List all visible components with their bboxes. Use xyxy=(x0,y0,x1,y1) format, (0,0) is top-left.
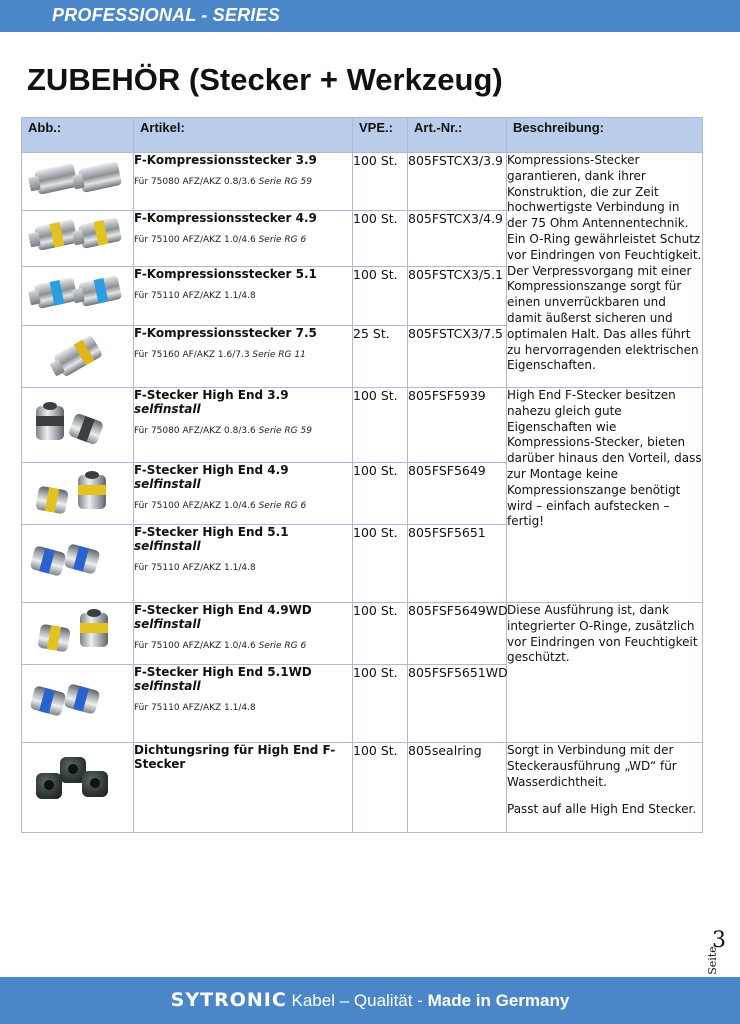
article-subtitle: Für 75160 AF/AKZ 1.6/7.3 Serie RG 11 xyxy=(134,350,306,360)
product-table xyxy=(21,117,703,833)
high-end-connector-image xyxy=(63,683,100,714)
footer-made-in: Made in Germany xyxy=(427,991,570,1010)
product-image xyxy=(22,388,134,463)
seal-ring-image xyxy=(36,773,62,799)
article-subtitle: Für 75080 AFZ/AKZ 0.8/3.6 Serie RG 59 xyxy=(134,426,312,436)
article-subtitle: Für 75110 AFZ/AKZ 1.1/4.8 xyxy=(134,291,256,301)
article-name: F-Kompressionsstecker 3.9 xyxy=(134,153,317,167)
article-name: F-Stecker High End 4.9WD selfinstall xyxy=(134,603,312,631)
description-cell: High End F-Stecker besitzen nahezu gleich gute Eigenschaften wie Kompressions-Stecker, bieten darüber hinaus den Vorteil, dass zur Montage keine Kompressionszange benötigt wird – einfach aufstecken – fertig! xyxy=(507,388,703,603)
footer-line xyxy=(0,989,740,1011)
product-image xyxy=(22,153,134,211)
article-subtitle: Für 75100 AFZ/AKZ 1.0/4.6 Serie RG 6 xyxy=(134,501,307,511)
seal-ring-image xyxy=(82,771,108,797)
product-image xyxy=(22,665,134,743)
page-number xyxy=(706,922,732,978)
description-cell: Diese Ausführung ist, dank integrierter O-Ringe, zusätzlich vor Eindringen von Feuchtigkeit geschützt. xyxy=(507,603,703,743)
artnr-cell: 805FSTCX3/5.1 xyxy=(408,267,507,326)
table-row xyxy=(22,603,703,665)
artnr-cell: 805FSTCX3/4.9 xyxy=(408,211,507,267)
artnr-cell: 805sealring xyxy=(408,743,507,833)
product-image xyxy=(22,211,134,267)
article-subtitle: Für 75110 AFZ/AKZ 1.1/4.8 xyxy=(134,563,256,573)
article-subtitle: Für 75100 AFZ/AKZ 1.0/4.6 Serie RG 6 xyxy=(134,641,307,651)
artnr-cell: 805FSF5649WD xyxy=(408,603,507,665)
article-name: Dichtungsring für High End F-Stecker xyxy=(134,743,336,771)
vpe-cell: 100 St. xyxy=(353,211,408,267)
article-subtitle: Für 75100 AFZ/AKZ 1.0/4.6 Serie RG 6 xyxy=(134,235,307,245)
page-label: Seite xyxy=(705,946,719,975)
description-cell xyxy=(507,743,703,833)
artnr-cell: 805FSF5651 xyxy=(408,525,507,603)
artnr-cell: 805FSF5649 xyxy=(408,463,507,525)
article-subtitle: Für 75110 AFZ/AKZ 1.1/4.8 xyxy=(134,703,256,713)
artnr-cell: 805FSTCX3/3.9 xyxy=(408,153,507,211)
description-text: Sorgt in Verbindung mit der Steckerausführung „WD“ für Wasserdichtheit. xyxy=(507,743,677,789)
compression-connector-image xyxy=(34,163,78,195)
description-text: Passt auf alle High End Stecker. xyxy=(507,802,697,817)
artnr-cell: 805FSF5939 xyxy=(408,388,507,463)
product-image xyxy=(22,326,134,388)
series-label: PROFESSIONAL - SERIES xyxy=(52,5,280,25)
footer-quality-text: Kabel – Qualität - xyxy=(286,991,428,1010)
table-row xyxy=(22,743,703,833)
header-band xyxy=(0,0,740,32)
vpe-cell: 100 St. xyxy=(353,267,408,326)
article-subtitle: Für 75080 AFZ/AKZ 0.8/3.6 Serie RG 59 xyxy=(134,177,312,187)
high-end-connector-image xyxy=(29,545,66,576)
artnr-cell: 805FSTCX3/7.5 xyxy=(408,326,507,388)
vpe-cell: 25 St. xyxy=(353,326,408,388)
column-header-beschreibung: Beschreibung: xyxy=(507,118,703,153)
product-image xyxy=(22,603,134,665)
article-name: F-Stecker High End 4.9 selfinstall xyxy=(134,463,289,491)
column-header-artikel: Artikel: xyxy=(134,118,353,153)
vpe-cell: 100 St. xyxy=(353,665,408,743)
high-end-connector-image xyxy=(37,624,71,653)
vpe-cell: 100 St. xyxy=(353,603,408,665)
footer-band xyxy=(0,977,740,1024)
article-name: F-Stecker High End 3.9 selfinstall xyxy=(134,388,289,416)
compression-connector-image xyxy=(53,335,103,378)
high-end-connector-image xyxy=(78,475,106,509)
description-cell: Kompressions-Stecker garantieren, dank ihrer Konstruktion, die zur Zeit hochwertigste Verbindung in der 75 Ohm Antennentechnik. Ein O-Ring gewährleistet Schutz vor Eindringen von Feuchtigkeit. Der Verpressvorgang mit einer Kompressionszange sorgt für einen unverrückbaren und damit äußerst sicheren und optimalen Halt. Das alles führt zu hervorragenden elektrischen Eigenschaften. xyxy=(507,153,703,388)
brand-logo: SYTRONIC xyxy=(170,989,287,1011)
high-end-connector-image xyxy=(35,486,69,515)
article-name: F-Kompressionsstecker 7.5 xyxy=(134,326,317,340)
column-header-artnr: Art.-Nr.: xyxy=(408,118,507,153)
page-number-digit: 3 xyxy=(712,928,726,953)
compression-connector-image xyxy=(34,277,78,309)
table-header-row xyxy=(22,118,703,153)
product-image xyxy=(22,743,134,833)
compression-connector-image xyxy=(78,217,122,249)
vpe-cell: 100 St. xyxy=(353,743,408,833)
vpe-cell: 100 St. xyxy=(353,153,408,211)
artnr-cell: 805FSF5651WD xyxy=(408,665,507,743)
compression-connector-image xyxy=(78,275,122,307)
article-name: F-Stecker High End 5.1WD selfinstall xyxy=(134,665,312,693)
product-image xyxy=(22,267,134,326)
compression-connector-image xyxy=(34,219,78,251)
article-name: F-Stecker High End 5.1 selfinstall xyxy=(134,525,289,553)
compression-connector-image xyxy=(78,161,122,193)
column-header-vpe: VPE.: xyxy=(353,118,408,153)
article-name: F-Kompressionsstecker 5.1 xyxy=(134,267,317,281)
page-title: ZUBEHÖR (Stecker + Werkzeug) xyxy=(27,62,503,97)
table-row xyxy=(22,153,703,211)
product-image xyxy=(22,525,134,603)
high-end-connector-image xyxy=(80,613,108,647)
vpe-cell: 100 St. xyxy=(353,463,408,525)
column-header-abb: Abb.: xyxy=(22,118,134,153)
high-end-connector-image xyxy=(63,543,100,574)
high-end-connector-image xyxy=(29,685,66,716)
vpe-cell: 100 St. xyxy=(353,388,408,463)
high-end-connector-image xyxy=(36,406,64,440)
article-name: F-Kompressionsstecker 4.9 xyxy=(134,211,317,225)
table-row xyxy=(22,388,703,463)
vpe-cell: 100 St. xyxy=(353,525,408,603)
product-image xyxy=(22,463,134,525)
high-end-connector-image xyxy=(68,413,104,446)
